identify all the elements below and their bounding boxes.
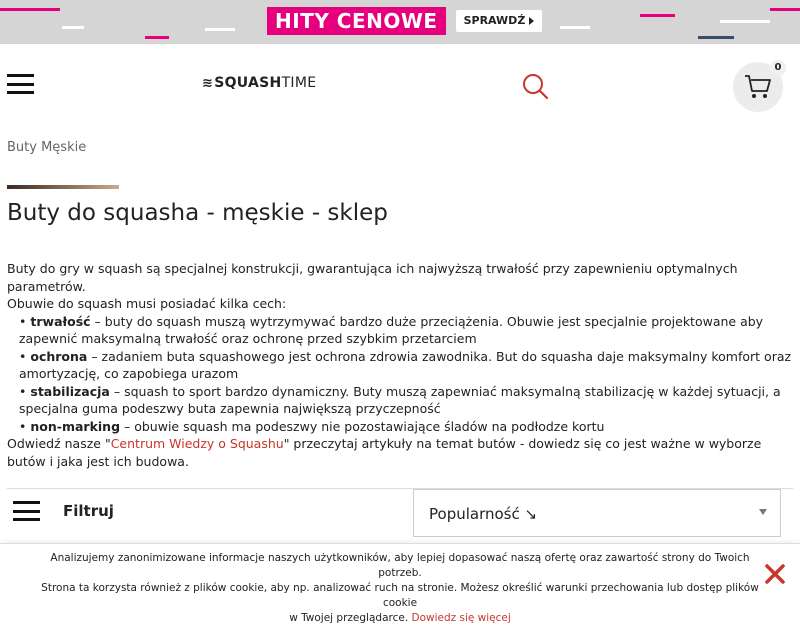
promo-title[interactable]: HITY CENOWE: [267, 7, 446, 35]
decorative-stripe: [560, 26, 590, 29]
cookie-text: Analizujemy zanonimizowane informacje naszych użytkowników, aby lepiej dopasować naszą ofertę oraz zawartość strony do Twoich potrzeb. Strona ta korzysta również z plików cookie, aby np. analizować ruch na stronie. Możesz określić warunki przechowania lub dostęp plików cookie w Twojej przeglądarce. Dowiedz się więcej: [41, 552, 759, 624]
description-intro: Buty do gry w squash są specjalnej konstrukcji, gwarantująca ich najwyższą trwałość przy zapewnieniu optymalnych parametrów.: [7, 261, 738, 294]
logo-mark-icon: ≋: [202, 76, 214, 91]
filter-button[interactable]: Filtruj: [63, 502, 114, 520]
close-icon[interactable]: [763, 562, 787, 586]
cart-count-badge: 0: [770, 60, 786, 76]
arrow-right-icon: [529, 17, 534, 25]
filter-menu-icon[interactable]: [13, 501, 40, 521]
title-decoration: [7, 185, 119, 189]
list-item: • ochrona – zadaniem buta squashowego jest ochrona zdrowia zawodnika. But do squasha daje maksymalny komfort oraz amortyzację, co zapobiega urazom: [19, 348, 792, 381]
decorative-stripe: [720, 20, 770, 23]
cookie-banner: [0, 543, 800, 624]
site-logo[interactable]: [202, 75, 316, 91]
promo-banner[interactable]: [0, 0, 800, 44]
decorative-stripe: [770, 8, 800, 11]
page-title: Buty do squasha - męskie - sklep: [7, 200, 388, 226]
decorative-stripe: [62, 26, 84, 29]
list-item: • trwałość – buty do squash muszą wytrzymywać bardzo duże przeciążenia. Obuwie jest specjalnie projektowane aby zapewnić maksymalną trwałość oraz ochronę przed szybkim przetarciem: [19, 313, 764, 346]
logo-bold-text: SQUASH: [214, 75, 282, 91]
description-intro2: Obuwie do squash musi posiadać kilka cech:: [7, 296, 287, 311]
sort-select[interactable]: [413, 489, 781, 537]
knowledge-center-link[interactable]: Centrum Wiedzy o Squashu: [110, 436, 284, 451]
cart-icon: [744, 74, 772, 100]
chevron-down-icon: [759, 509, 767, 515]
logo-light-text: TIME: [281, 75, 317, 91]
list-item: • stabilizacja – squash to sport bardzo dynamiczny. Buty muszą zapewniać maksymalną stabilizację w każdej sytuacji, a specjalna guma podeszwy buta zapewnia największą przyczepność: [19, 383, 781, 416]
hamburger-icon[interactable]: [7, 74, 34, 94]
cookie-learn-more-link[interactable]: Dowiedz się więcej: [411, 612, 511, 624]
decorative-stripe: [145, 36, 169, 39]
breadcrumb[interactable]: Buty Męskie: [7, 140, 87, 155]
list-item: • non-marking – obuwie squash ma podeszwy nie pozostawiające śladów na podłodze kortu: [19, 418, 605, 434]
category-description: [7, 260, 793, 470]
promo-cta-label: SPRAWDŹ: [463, 14, 526, 27]
decorative-stripe: [205, 28, 235, 31]
site-header: [0, 44, 800, 124]
search-icon[interactable]: [521, 72, 549, 100]
description-outro: Odwiedź nasze "Centrum Wiedzy o Squashu" przeczytaj artykuły na temat butów - dowiedz się co jest ważne w wyborze butów i jaka jest ich budowa.: [7, 436, 762, 469]
decorative-stripe: [640, 14, 675, 17]
promo-cta-button[interactable]: [456, 10, 543, 32]
decorative-stripe: [0, 8, 60, 11]
decorative-stripe: [698, 36, 734, 39]
sort-select-value: Popularność ↘: [429, 505, 538, 523]
